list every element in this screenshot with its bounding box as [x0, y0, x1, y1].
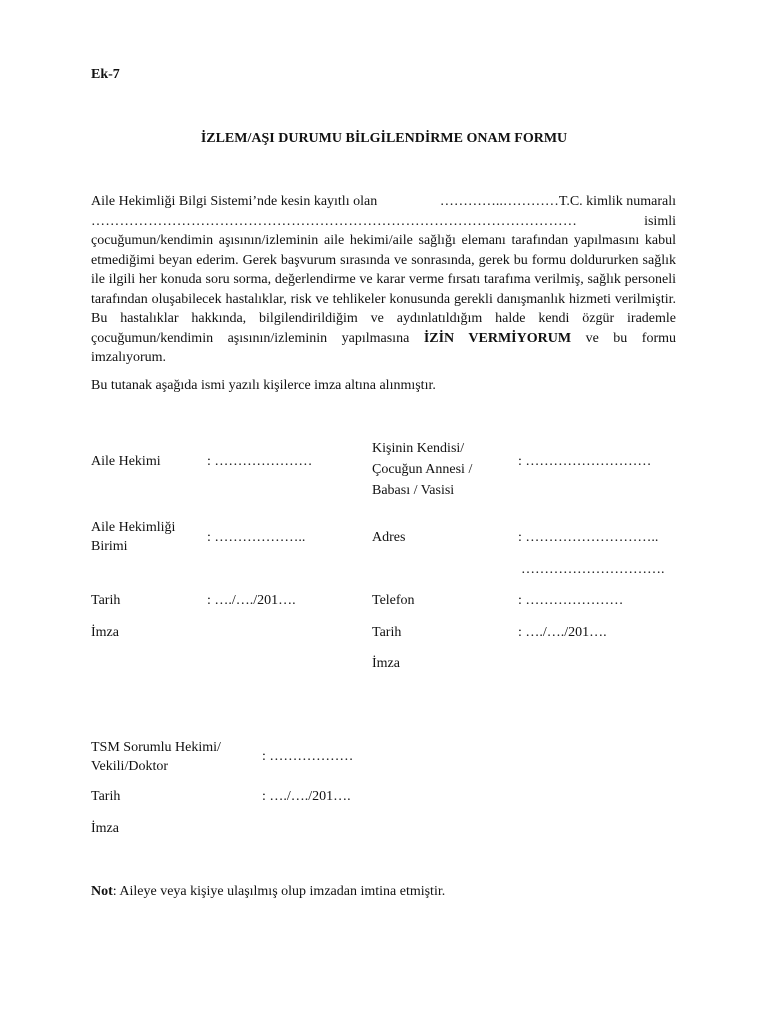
name-blank: …………………………………………………………………………………………: [91, 213, 578, 229]
paragraph-line-2: [91, 212, 676, 232]
consent-paragraph: [91, 192, 676, 368]
note-label: Not: [91, 884, 113, 899]
id-number-blank: …………..…………T.C. kimlik numaralı: [439, 194, 676, 209]
right-date-label: Tarih: [372, 625, 402, 640]
right-signature-label: İmza: [372, 656, 400, 671]
phone-label: Telefon: [372, 593, 415, 608]
annex-label: Ek-7: [91, 67, 120, 82]
family-medicine-unit-field: : ………………..: [207, 530, 306, 545]
person-field: : ………………………: [518, 454, 652, 469]
paragraph-line-1: [91, 192, 676, 212]
paragraph-body: çocuğumun/kendimin aşısının/izleminin aile hekimi/aile sağlığı elemanı tarafından yapılmasını kabul etmediğimi beyan ederim. Gerek başvurum sırasında ve sonrasında, gerek bu formu doldururken sağlık ile ilgili her konuda soru sorma, değerlendirme ve karar verme fırsatı tarafıma verilmiş, sağlık personeli tarafından oluşabilecek hastalıklar, risk ve tehlikeler konusunda gerekli danışmanlık hizmeti verilmiştir. Bu hastalıklar hakkında, bilgilendirildiğim ve aydınlatıldığım halde kendi özgür irademle çocuğumun/kendimin aşısının/izleminin yapılmasına İZİN VERMİYORUM ve bu formu imzalıyorum.: [91, 233, 677, 365]
left-date-label: Tarih: [91, 593, 121, 608]
tsm-signature-label: İmza: [91, 821, 119, 836]
refusal-phrase: İZİN VERMİYORUM: [423, 330, 572, 346]
tsm-doctor-label: TSM Sorumlu Hekimi/ Vekili/Doktor: [91, 740, 221, 774]
paragraph-text-isimli: isimli: [644, 213, 676, 229]
phone-field: : …………………: [518, 593, 624, 608]
paragraph-text-1: Aile Hekimliği Bilgi Sistemi’nde kesin kayıtlı olan: [91, 194, 378, 209]
tsm-date-field: : …./…./201….: [262, 789, 351, 804]
note-text: : Aileye veya kişiye ulaşılmış olup imzadan imtina etmiştir.: [112, 884, 446, 899]
statement-text: Bu tutanak aşağıda ismi yazılı kişilerce imza altına alınmıştır.: [91, 378, 436, 393]
tsm-date-label: Tarih: [91, 789, 121, 804]
form-title: İZLEM/AŞI DURUMU BİLGİLENDİRME ONAM FORMU: [200, 131, 568, 146]
family-doctor-label: Aile Hekimi: [91, 454, 161, 469]
left-signature-label: İmza: [91, 625, 119, 640]
tsm-doctor-field: : ………………: [262, 749, 354, 764]
person-label: Kişinin Kendisi/ Çocuğun Annesi / Babası / Vasisi: [372, 441, 473, 498]
right-date-field: : …./…./201….: [518, 625, 607, 640]
address-field-2: ………………………….: [521, 562, 665, 577]
note: [91, 883, 445, 901]
family-medicine-unit-label: Aile Hekimliği Birimi: [91, 520, 176, 554]
left-date-field: : …./…./201….: [207, 593, 296, 608]
family-doctor-field: : …………………: [207, 454, 313, 469]
address-field-1: : ………………………..: [518, 530, 659, 545]
address-label: Adres: [372, 530, 406, 545]
